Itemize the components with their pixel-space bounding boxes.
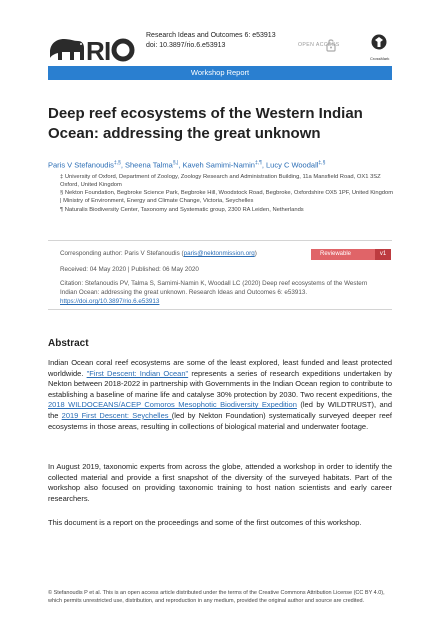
corresponding-suffix: )	[254, 250, 257, 257]
article-metadata-box	[48, 240, 392, 310]
author-affil-marks: ‡,§	[113, 160, 121, 166]
crossmark-label: CrossMark	[370, 56, 390, 61]
author-name[interactable]: Sheena Talma	[125, 160, 173, 170]
svg-text:I: I	[104, 36, 112, 64]
version-badge[interactable]: v1	[375, 249, 391, 260]
journal-line: Research Ideas and Outcomes 6: e53913	[146, 32, 276, 39]
abstract-paragraph: This document is a report on the proceedings and some of the first outcomes of this workshop.	[48, 518, 362, 527]
abstract-paragraph: In August 2019, taxonomic experts from across the globe, attended a workshop in order to identify the collected material and provide a first snapshot of the diversity of the surveyed habitats. Part of the workshop also focused on providing taxonomic training to host nation scientists and early career researchers.	[48, 462, 392, 503]
journal-doi[interactable]: doi: 10.3897/rio.6.e53913	[146, 42, 226, 49]
abstract-text: Indian Ocean coral reef ecosystems are some of the least explored, least funded and least protected worldwide.	[48, 358, 392, 378]
abstract-text: represents a series of research expeditions undertaken by Nekton between 2018-2022 in partnership with Governments in the Indian Ocean region to contribute to establishing a baseline of marine life and catalyse 30% protection by 2030. Two recent expeditions, the	[48, 368, 392, 399]
article-title: Deep reef ecosystems of the Western Indian Ocean: addressing the great unknown	[48, 105, 363, 142]
author-name[interactable]: Kaveh Samimi-Namin	[182, 160, 255, 170]
article-type-banner: Workshop Report	[48, 66, 392, 80]
affiliation-list	[60, 174, 400, 215]
license-footer: © Stefanoudis P et al. This is an open access article distributed under the terms of the Creative Commons Attribution License (CC BY 4.0), which permits unrestricted use, distribution, and reproduction in any medium, provided the original author and source are credited.	[48, 590, 385, 604]
abstract-heading: Abstract	[48, 338, 89, 349]
author-affil-marks: §,|	[172, 160, 179, 166]
corresponding-email-link[interactable]: paris@nektonmission.org	[183, 250, 255, 257]
reviewable-badge[interactable]: Reviewable	[311, 249, 375, 260]
corresponding-prefix: Corresponding author: Paris V Stefanoudis (	[60, 250, 184, 257]
journal-header	[48, 28, 398, 64]
open-access-label: OPEN ACCESS	[298, 42, 340, 48]
author-name[interactable]: Paris V Stefanoudis	[48, 160, 114, 170]
comoros-expedition-link[interactable]: 2018 WILDOCEANS/ACEP Comoros Mesophotic Biodiversity Expedition	[48, 400, 297, 410]
author-list: Paris V Stefanoudis‡,§, Sheena Talma§,|, Kaveh Samimi-Namin‡,¶, Lucy C Woodall‡,§	[48, 160, 326, 170]
affiliation: ¶ Naturalis Biodiversity Center, Taxonomy and Systematic group, 2300 RA Leiden, Netherlands	[60, 206, 304, 213]
rio-logo	[48, 30, 140, 64]
journal-info	[146, 31, 276, 51]
author-name[interactable]: Lucy C Woodall	[266, 160, 319, 170]
seychelles-expedition-link[interactable]: 2019 First Descent: Seychelles	[61, 410, 172, 420]
author-affil-marks: ‡,¶	[254, 160, 262, 166]
citation-text	[60, 279, 384, 306]
citation-body: Citation: Stefanoudis PV, Talma S, Samimi-Namin K, Woodall LC (2020) Deep reef ecosystems of the Western Indian Ocean: addressing the great unknown. Research Ideas and Outcomes 6: e53913.	[60, 280, 368, 296]
article-dates: Received: 04 May 2020 | Published: 06 May 2020	[60, 266, 199, 273]
affiliation: ‡ University of Oxford, Department of Zoology, Zoology Research and Administration Building, 11a Mansfield Road, OX1 3SZ Oxford, United Kingdom	[60, 174, 381, 188]
affiliation: § Nekton Foundation, Begbroke Science Park, Begbroke Hill, Woodstock Road, Begbroke, Oxfordshire OX5 1PF, United Kingdom	[60, 190, 394, 197]
citation-doi-link[interactable]: https://doi.org/10.3897/rio.6.e53913	[60, 298, 160, 305]
corresponding-author	[60, 249, 257, 258]
abstract-paragraph	[48, 358, 392, 432]
affiliation: | Ministry of Environment, Energy and Climate Change, Victoria, Seychelles	[60, 198, 254, 205]
abstract-text: (led by Nekton Foundation) systematically surveyed deeper reef ecosystems in those areas, resulting in collections of biological material and underwater footage.	[48, 410, 392, 431]
svg-text:R: R	[86, 36, 105, 64]
author-affil-marks: ‡,§	[318, 160, 326, 166]
first-descent-indian-ocean-link[interactable]: "First Descent: Indian Ocean"	[86, 368, 189, 378]
abstract-text: (led by WILDTRUST), and the	[48, 400, 392, 420]
crossmark-badge[interactable]	[370, 34, 388, 60]
open-access-badge	[298, 38, 358, 54]
crossmark-icon	[371, 34, 387, 50]
